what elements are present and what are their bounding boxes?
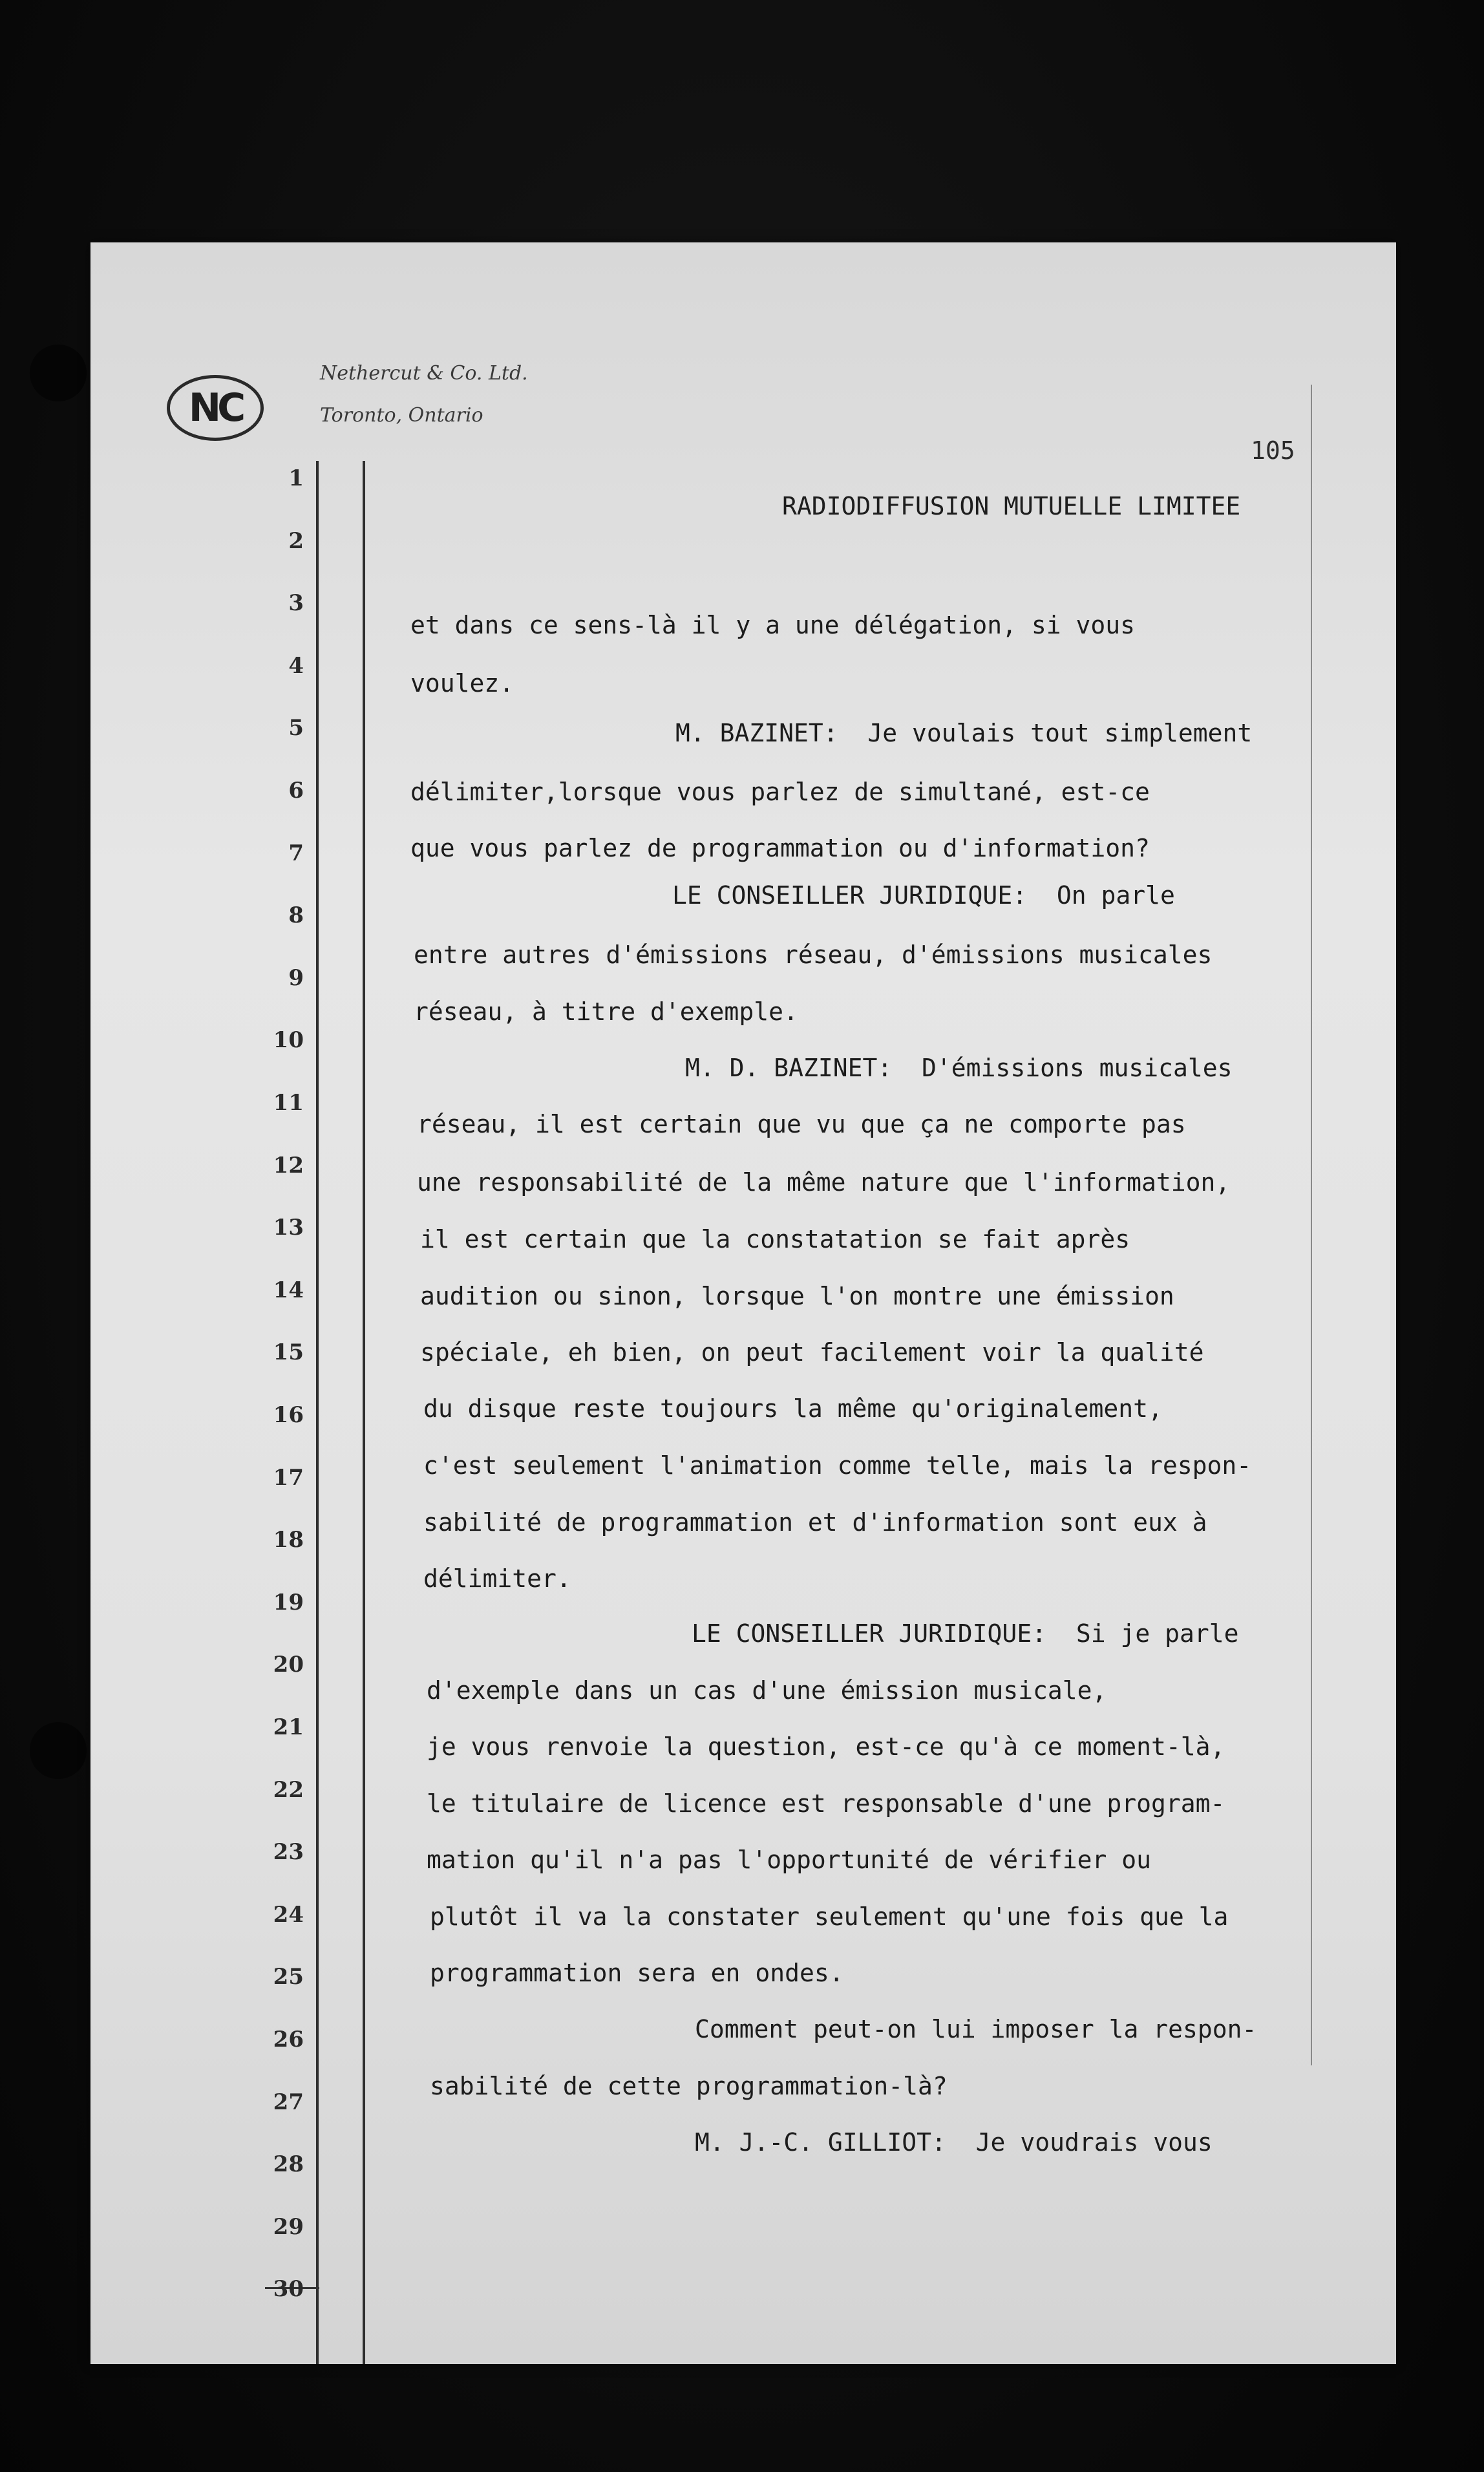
- transcript-line: M. BAZINET: Je voulais tout simplement: [675, 719, 1253, 747]
- transcript-line: il est certain que la constatation se fait après: [420, 1225, 1130, 1253]
- line-number: 27: [273, 2089, 304, 2115]
- line-number: 7: [288, 840, 304, 866]
- transcript-line: je vous renvoie la question, est-ce qu'à ce moment-là,: [427, 1732, 1225, 1761]
- transcript-line: LE CONSEILLER JURIDIQUE: On parle: [672, 881, 1175, 910]
- nc-logo: [167, 375, 264, 441]
- line-number: 1: [288, 465, 304, 491]
- margin-rule-right: [363, 461, 365, 2364]
- punch-hole-top: [30, 345, 87, 401]
- transcript-line: spéciale, eh bien, on peut facilement voir la qualité: [420, 1338, 1204, 1367]
- line-number: 17: [273, 1464, 304, 1491]
- transcript-page: [90, 242, 1396, 2364]
- transcript-line: audition ou sinon, lorsque l'on montre une émission: [420, 1282, 1174, 1310]
- logo-text: NC: [188, 385, 242, 431]
- company-name: Nethercut & Co. Ltd.: [320, 362, 528, 385]
- line-number: 5: [288, 715, 304, 741]
- line-number: 14: [273, 1277, 304, 1303]
- line-number: 13: [273, 1215, 304, 1241]
- line-number: 11: [273, 1090, 304, 1116]
- line-number: 10: [273, 1027, 304, 1054]
- line-number: 18: [273, 1527, 304, 1553]
- right-margin-guide: [1311, 385, 1312, 2065]
- transcript-line: réseau, à titre d'exemple.: [414, 997, 798, 1026]
- transcript-line: plutôt il va la constater seulement qu'une fois que la: [430, 1902, 1229, 1931]
- line-number: 24: [273, 1901, 304, 1928]
- line-number: 29: [273, 2213, 304, 2240]
- page-number: 105: [1251, 436, 1295, 465]
- transcript-line: M. J.-C. GILLIOT: Je voudrais vous: [695, 2128, 1213, 2157]
- punch-hole-bottom: [30, 1722, 87, 1779]
- line-number: 22: [273, 1776, 304, 1803]
- line-number: 4: [288, 652, 304, 679]
- transcript-line: une responsabilité de la même nature que l'information,: [417, 1168, 1231, 1197]
- line-number: 25: [273, 1964, 304, 1990]
- transcript-line: LE CONSEILLER JURIDIQUE: Si je parle: [692, 1619, 1239, 1648]
- company-city: Toronto, Ontario: [320, 404, 483, 427]
- line-number: 8: [288, 902, 304, 929]
- transcript-line: que vous parlez de programmation ou d'information?: [410, 834, 1150, 862]
- transcript-line: entre autres d'émissions réseau, d'émissions musicales: [414, 941, 1213, 969]
- transcript-line: délimiter.: [423, 1564, 571, 1593]
- page-header: RADIODIFFUSION MUTUELLE LIMITEE: [782, 492, 1241, 520]
- line-number: 15: [273, 1339, 304, 1366]
- line-number: 26: [273, 2027, 304, 2052]
- line-number: 21: [273, 1714, 304, 1740]
- line-number: 6: [288, 778, 304, 804]
- line-number: 20: [273, 1652, 304, 1678]
- transcript-line: le titulaire de licence est responsable d'une program-: [427, 1789, 1225, 1818]
- line-number: 16: [273, 1402, 304, 1428]
- transcript-line: sabilité de cette programmation-là?: [430, 2072, 948, 2100]
- transcript-line: Comment peut-on lui imposer la respon-: [695, 2015, 1257, 2043]
- transcript-line: du disque reste toujours la même qu'originalement,: [423, 1394, 1163, 1423]
- transcript-line: c'est seulement l'animation comme telle, mais la respon-: [423, 1451, 1252, 1480]
- transcript-line: d'exemple dans un cas d'une émission musicale,: [427, 1676, 1107, 1705]
- line-number: 30: [273, 2276, 304, 2303]
- margin-rule-left: [316, 461, 319, 2364]
- transcript-line: et dans ce sens-là il y a une délégation, si vous: [410, 611, 1136, 639]
- line-number: 12: [273, 1152, 304, 1178]
- line-number: 9: [288, 964, 304, 991]
- transcript-line: programmation sera en ondes.: [430, 1959, 844, 1987]
- transcript-line: M. D. BAZINET: D'émissions musicales: [685, 1054, 1233, 1082]
- line-number: 19: [273, 1589, 304, 1615]
- transcript-line: réseau, il est certain que vu que ça ne comporte pas: [417, 1110, 1186, 1138]
- transcript-line: sabilité de programmation et d'information sont eux à: [423, 1508, 1207, 1537]
- line-number: 28: [273, 2151, 304, 2178]
- transcript-line: voulez.: [410, 669, 514, 698]
- line-number: 2: [288, 527, 304, 554]
- line-number: 23: [273, 1839, 304, 1866]
- transcript-line: délimiter,lorsque vous parlez de simultané, est-ce: [410, 778, 1150, 806]
- transcript-line: mation qu'il n'a pas l'opportunité de vérifier ou: [427, 1846, 1152, 1874]
- line-number: 3: [288, 590, 304, 617]
